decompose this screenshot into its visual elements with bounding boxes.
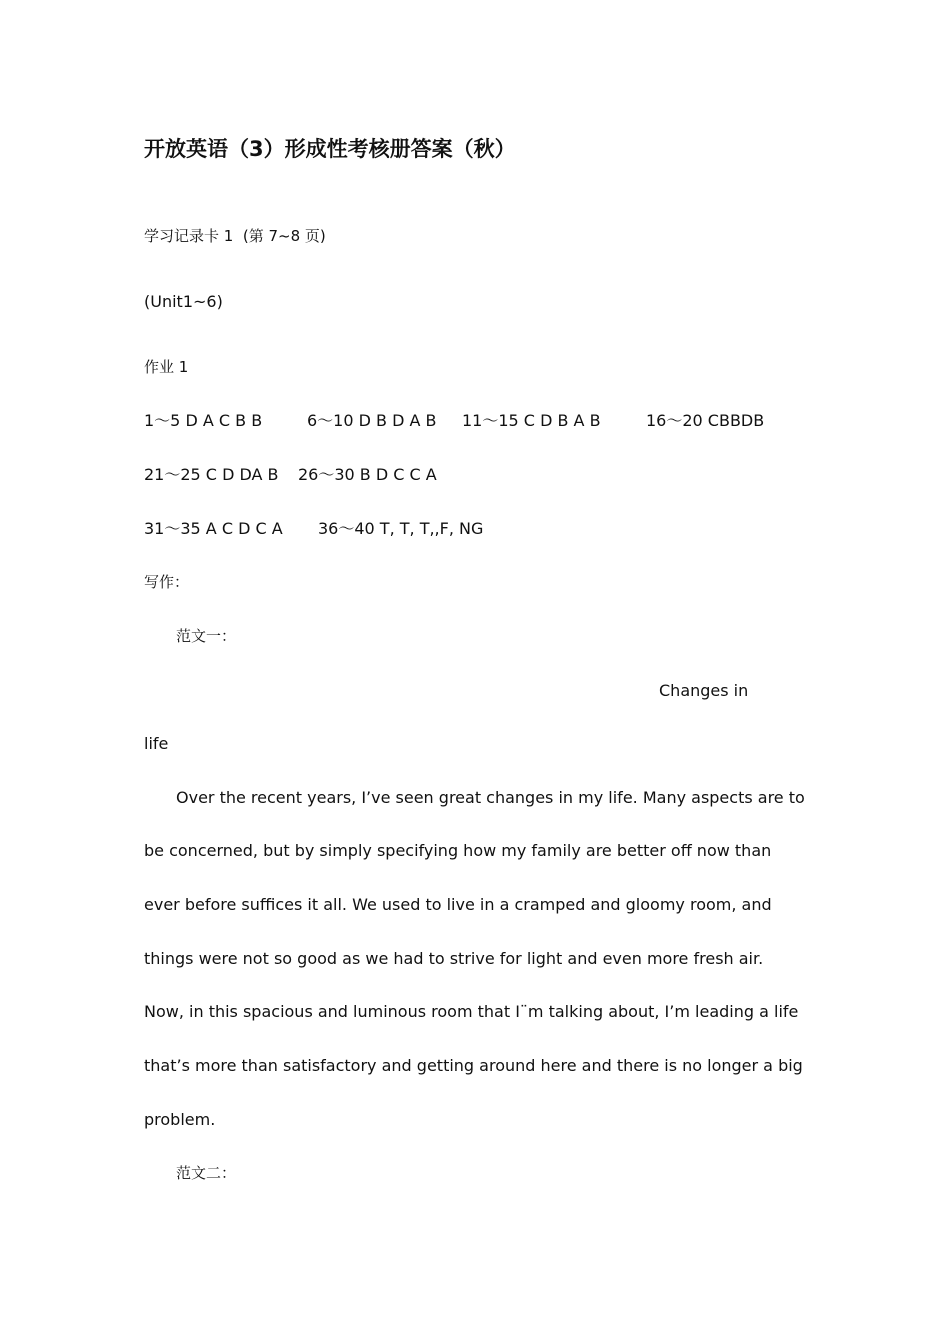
answer-16-20: 16～20 CBBDB: [646, 411, 765, 430]
essay-line: Over the recent years, I’ve seen great changes in my life. Many aspects are to: [176, 788, 805, 807]
essay-title-part2: life: [144, 734, 169, 753]
page-title: 开放英语（3）形成性考核册答案（秋）: [144, 137, 516, 161]
answer-26-30: 26～30 B D C C A: [298, 465, 437, 484]
essay-line: things were not so good as we had to strive for light and even more fresh air.: [144, 949, 764, 968]
essay-title-part1: Changes in: [659, 681, 749, 700]
unit-range: (Unit1~6): [144, 292, 223, 311]
answer-11-15: 11～15 C D B A B: [462, 411, 601, 430]
answer-36-40: 36～40 T, T, T,,F, NG: [318, 519, 484, 538]
answer-1-5: 1～5 D A C B B: [144, 411, 263, 430]
essay-line: problem.: [144, 1110, 216, 1129]
essay-line: ever before suffices it all. We used to live in a cramped and gloomy room, and: [144, 895, 772, 914]
essay-line: Now, in this spacious and luminous room that I¨m talking about, I’m leading a life: [144, 1002, 799, 1021]
essay-line: that’s more than satisfactory and getting around here and there is no longer a big: [144, 1056, 803, 1075]
essay-line: be concerned, but by simply specifying how my family are better off now than: [144, 841, 772, 860]
homework-heading: 作业 1: [144, 358, 189, 376]
answer-21-25: 21～25 C D DA B: [144, 465, 279, 484]
sample-one-label: 范文一：: [176, 627, 237, 645]
sample-two-label: 范文二：: [176, 1164, 237, 1182]
record-card-heading: 学习记录卡 1 (第 7~8 页): [144, 227, 326, 245]
answer-6-10: 6～10 D B D A B: [307, 411, 437, 430]
writing-label: 写作：: [144, 573, 190, 591]
answer-31-35: 31～35 A C D C A: [144, 519, 283, 538]
